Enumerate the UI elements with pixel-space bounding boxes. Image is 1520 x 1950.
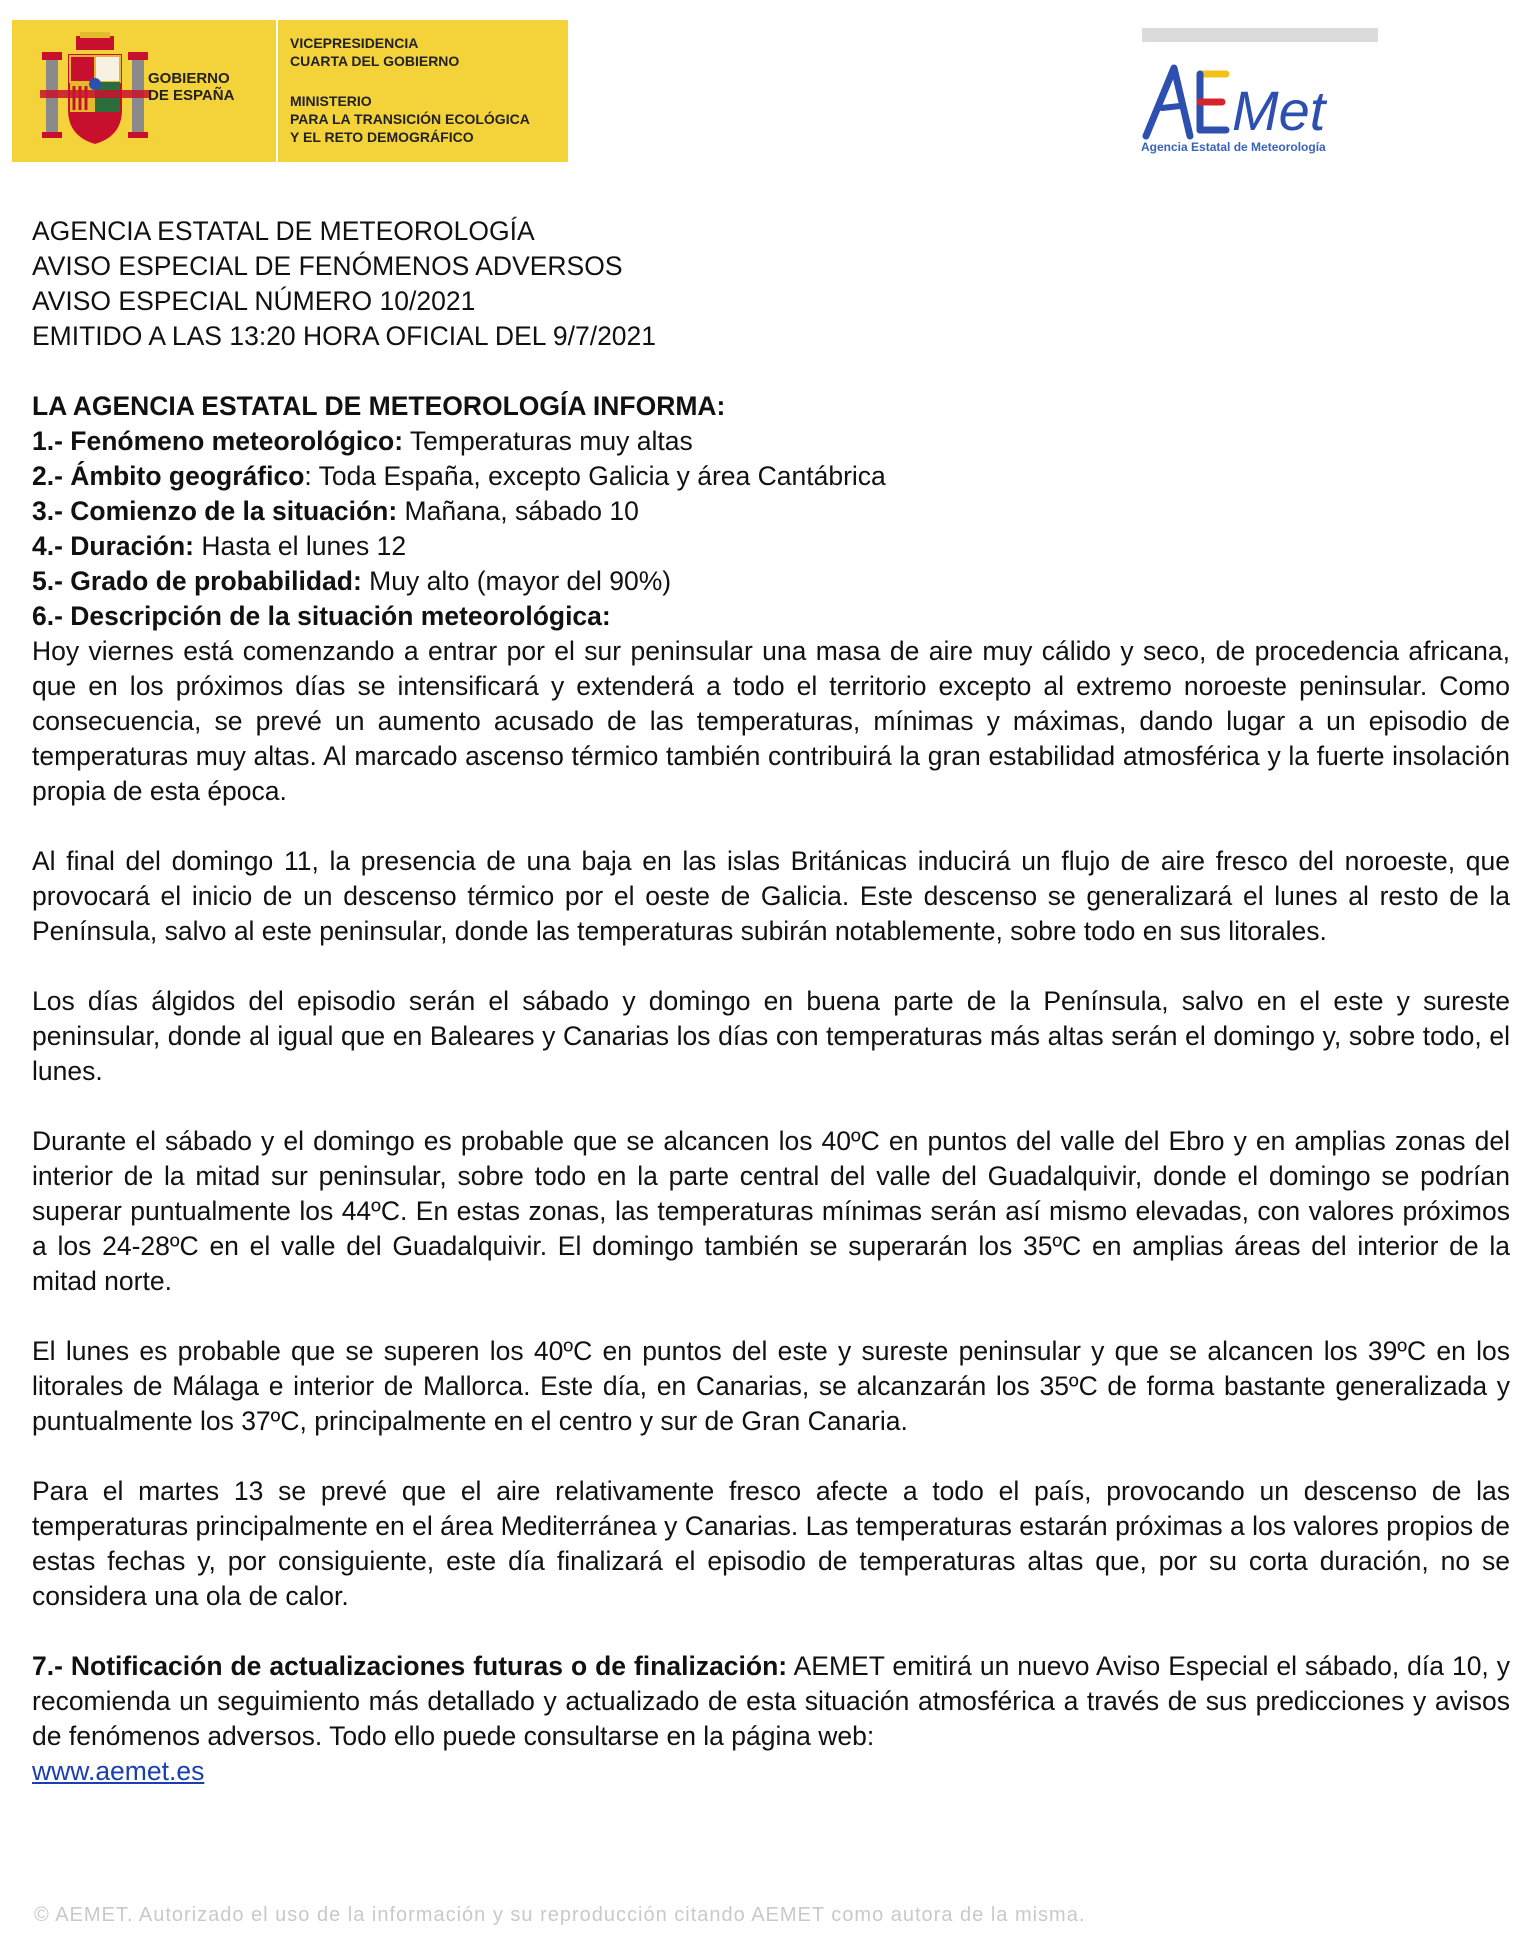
vicepresidency-label: VICEPRESIDENCIA CUARTA DEL GOBIERNO: [290, 35, 460, 69]
paragraph-6: Para el martes 13 se prevé que el aire relativamente fresco afecte a todo el país, provocando un descenso de las temperaturas principalmente en el área Mediterránea y Canarias. Las temperaturas estarán próximas a los valores propios de estas fechas y, por consiguiente, este día finalizará el episodio de temperaturas altas que, por su corta duración, no se considera una ola de calor.: [32, 1476, 1510, 1611]
item-probability: 5.- Grado de probabilidad: Muy alto (mayor del 90%): [32, 566, 672, 596]
government-banner: [12, 20, 568, 162]
item-description-heading: 6.- Descripción de la situación meteorológica:: [32, 601, 611, 631]
paragraph-2: Al final del domingo 11, la presencia de una baja en las islas Británicas inducirá un flujo de aire fresco del noroeste, que provocará el inicio de un descenso térmico por el oeste de Galicia. Este descenso se generalizará el lunes al resto de la Península, salvo al este peninsular, donde las temperaturas subirán notablemente, sobre todo en sus litorales.: [32, 846, 1510, 946]
coat-of-arms-icon: [40, 32, 150, 150]
issued-time: EMITIDO A LAS 13:20 HORA OFICIAL DEL 9/7/2021: [32, 321, 657, 351]
document-body: [32, 214, 1510, 1789]
aemet-header-bar: [1142, 28, 1378, 42]
item-phenomenon: 1.- Fenómeno meteorológico: Temperaturas muy altas: [32, 426, 693, 456]
warning-number: AVISO ESPECIAL NÚMERO 10/2021: [32, 286, 476, 316]
agency-title: AGENCIA ESTATAL DE METEOROLOGÍA: [32, 216, 535, 246]
item-geographic-scope: 2.- Ámbito geográfico: Toda España, excepto Galicia y área Cantábrica: [32, 461, 886, 491]
aemet-logo-text: Met: [1232, 79, 1326, 142]
paragraph-1: Hoy viernes está comenzando a entrar por el sur peninsular una masa de aire muy cálido y seco, de procedencia africana, que en los próximos días se intensificará y extenderá a todo el territorio excepto al extremo noroeste peninsular. Como consecuencia, se prevé un aumento acusado de las temperaturas, mínimas y máximas, dando lugar a un episodio de temperaturas muy altas. Al marcado ascenso térmico también contribuirá la gran estabilidad atmosférica y la fuerte insolación propia de esta época.: [32, 636, 1510, 806]
item-duration: 4.- Duración: Hasta el lunes 12: [32, 531, 407, 561]
banner-divider: [276, 20, 278, 162]
government-name: GOBIERNO DE ESPAÑA: [148, 70, 235, 104]
paragraph-3: Los días álgidos del episodio serán el sábado y domingo en buena parte de la Península, salvo en el este y sureste peninsular, donde al igual que en Baleares y Canarias los días con temperaturas más altas serán el domingo y, sobre todo, el lunes.: [32, 986, 1510, 1086]
copyright-footer: © AEMET. Autorizado el uso de la información y su reproducción citando AEMET como autora de la misma.: [34, 1904, 1086, 1926]
paragraph-5: El lunes es probable que se superen los 40ºC en puntos del este y sureste peninsular y que se alcancen los 39ºC en los litorales de Málaga e interior de Mallorca. Este día, en Canarias, se alcanzarán los 35ºC de forma bastante generalizada y puntualmente los 37ºC, principalmente en el centro y sur de Gran Canaria.: [32, 1336, 1510, 1436]
aemet-subtitle: Agencia Estatal de Meteorología: [1141, 140, 1326, 154]
item-notification: 7.- Notificación de actualizaciones futuras o de finalización: AEMET emitirá un nuevo Aviso Especial el sábado, día 10, y recomienda un seguimiento más detallado y actualizado de esta situación atmosférica a través de sus predicciones y avisos de fenómenos adversos. Todo ello puede consultarse en la página web:: [32, 1651, 1510, 1751]
paragraph-4: Durante el sábado y el domingo es probable que se alcancen los 40ºC en puntos del valle del Ebro y en amplias zonas del interior de la mitad sur peninsular, sobre todo en la parte central del valle del Guadalquivir, donde el domingo se podrían superar puntualmente los 44ºC. En estas zonas, las temperaturas mínimas serán así mismo elevadas, con valores próximos a los 24-28ºC en el valle del Guadalquivir. El domingo también se superarán los 35ºC en amplias áreas del interior de la mitad norte.: [32, 1126, 1510, 1296]
item-start: 3.- Comienzo de la situación: Mañana, sábado 10: [32, 496, 639, 526]
ministry-label: MINISTERIO PARA LA TRANSICIÓN ECOLÓGICA Y EL RETO DEMOGRÁFICO: [290, 93, 530, 145]
aemet-logo-icon: [1140, 58, 1350, 142]
informa-heading: LA AGENCIA ESTATAL DE METEOROLOGÍA INFORMA:: [32, 391, 726, 421]
warning-type-title: AVISO ESPECIAL DE FENÓMENOS ADVERSOS: [32, 251, 623, 281]
aemet-website-link[interactable]: www.aemet.es: [32, 1756, 205, 1786]
